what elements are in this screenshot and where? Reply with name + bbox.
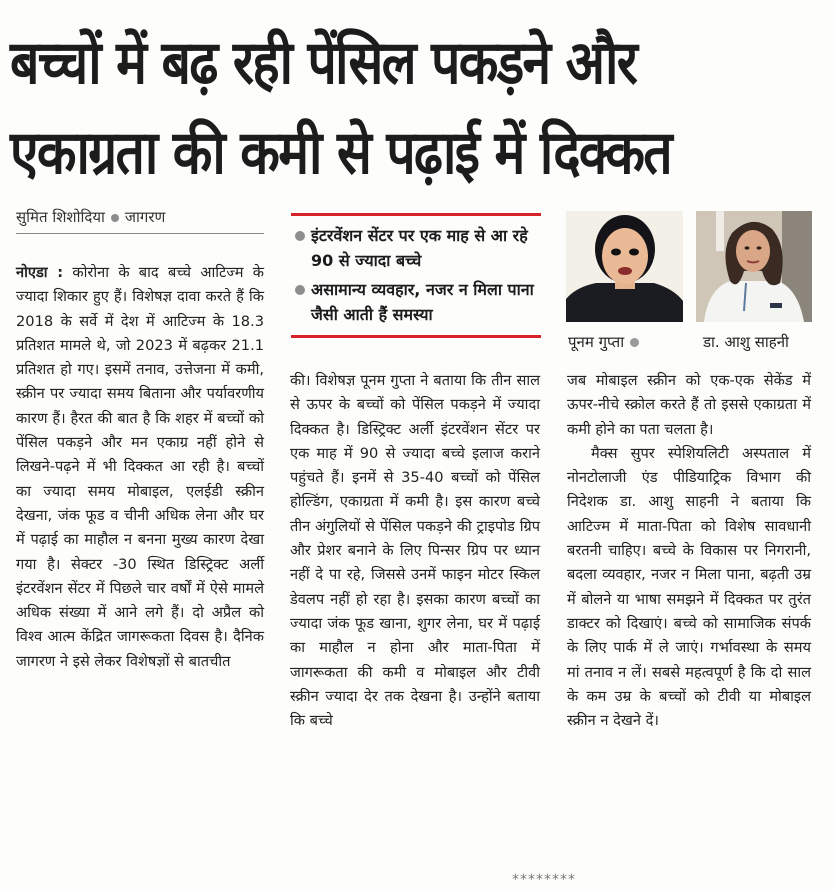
headline-line-2: एकाग्रता की कमी से पढ़ाई में दिक्कत — [10, 118, 671, 188]
author-name: सुमित शिशोदिया — [16, 208, 105, 226]
highlight-item — [291, 223, 541, 273]
body-text: जब मोबाइल स्क्रीन को एक-एक सेकेंड में ऊपर-नीचे स्क्रोल करते हैं तो इससे एकाग्रता में कमी होने का पता चलता है। — [567, 372, 811, 438]
caption-text: डा. आशु साहनी — [703, 333, 789, 351]
highlight-item — [291, 277, 541, 327]
headline-line-1: बच्चों में बढ़ रही पेंसिल पकड़ने और — [10, 28, 637, 98]
photo-caption-2 — [703, 332, 789, 352]
highlight-text: असामान्य व्यवहार, नजर न मिला पाना जैसी आती हैं समस्या — [311, 280, 534, 324]
body-text: की। विशेषज्ञ पूनम गुप्ता ने बताया कि तीन साल से ऊपर के बच्चों को पेंसिल पकड़ने में ज्यादा दिक्कत है। डिस्ट्रिक्ट अर्ली इंटरवेंशन सेंटर पर एक माह में 90 से ज्यादा बच्चे इलाज कराने पहुंचते हैं। इनमें से 35-40 बच्चों को पेंसिल होल्डिंग, एकाग्रता में कमी है। इस कारण बच्चे तीन अंगुलियों से पेंसिल पकड़ने की ट्राइपोड ग्रिप और प्रेशर बनाने के लिए पिन्सर ग्रिप पर ध्यान नहीं दे पा रहे, जिससे उनमें फाइन मोटर स्किल डेवलप नहीं हो रहा है। इसका कारण बच्चों का ज्यादा जंक फूड खाना, शुगर लेना, घर में पढ़ाई का माहौल न होना और माता-पिता में जागरूकता की कमी व मोबाइल और टीवी स्क्रीन ज्यादा देर तक देखना है। उन्होंने बताया कि बच्चे — [290, 372, 540, 730]
portrait-image — [696, 211, 812, 322]
portrait-image — [566, 211, 683, 322]
bullet-icon — [630, 338, 639, 347]
article-column-2 — [290, 369, 540, 733]
photo-caption-1 — [568, 332, 639, 352]
end-marker: ******** — [512, 872, 576, 888]
highlights-box — [291, 213, 541, 338]
body-text: कोरोना के बाद बच्चे आटिज्म के ज्यादा शिकार हुए हैं। विशेषज्ञ दावा करते हैं कि 2018 के सर्वे में देश में आटिज्म के 18.3 प्रतिशत मामले थे, जो 2023 में बढ़कर 21.1 प्रतिशत हो गए। इसमें तनाव, उत्तेजना में कमी, स्क्रीन पर ज्यादा समय बिताना और पर्यावरणीय कारण हैं। हैरत की बात है कि शहर में बच्चों को पेंसिल पकड़ने और मन एकाग्र नहीं होने से लिखने-पढ़ने में भी दिक्कत आ रही है। बच्चों का ज्यादा समय मोबाइल, एलईडी स्क्रीन देखना, जंक फूड व चीनी अधिक लेना और घर में पढ़ाई का माहौल न बनना मुख्य कारण देखा गया है। सेक्टर -30 स्थित डिस्ट्रिक्ट अर्ली इंटरवेंशन सेंटर में पिछले चार वर्षों में ऐसे मामले अधिक संख्या में आने लगे हैं। दो अप्रैल को विश्व आत्म केंद्रित जागरूकता दिवस है। दैनिक जागरण ने इसे लेकर विशेषज्ञों से बातचीत — [16, 264, 264, 670]
paragraph — [16, 261, 264, 674]
byline — [16, 207, 264, 234]
dateline: नोएडा : — [16, 264, 64, 281]
article-column-1 — [16, 261, 264, 674]
highlight-text: इंटरवेंशन सेंटर पर एक माह से आ रहे 90 से ज्यादा बच्चे — [311, 226, 528, 270]
source-name: जागरण — [124, 208, 166, 226]
portrait-photo-poonam-gupta — [566, 211, 683, 322]
bullet-icon — [295, 231, 305, 241]
bullet-icon — [295, 285, 305, 295]
portrait-photo-ashu-sahni — [696, 211, 812, 322]
article-column-3 — [567, 369, 811, 733]
body-text: मैक्स सुपर स्पेशियलिटी अस्पताल में नोनटोलाजी एंड पीडियाट्रिक विभाग की निदेशक डा. आशु साहनी ने बताया कि आटिज्म में माता-पिता को विशेष सावधानी बरतनी चाहिए। बच्चे के विकास पर निगरानी, बदला व्यवहार, नजर न मिला पाना, बढ़ती उम्र में बोलने या भाषा समझने में दिक्कत पर तुरंत डाक्टर को दिखाएं। बच्चे को सामाजिक संपर्क के लिए पार्क में ले जाएं। गर्भावस्था के समय मां तनाव न लें। सबसे महत्वपूर्ण है कि दो साल के कम उम्र के बच्चों को टीवी या मोबाइल स्क्रीन न देखने दें। — [567, 444, 811, 730]
headline — [10, 18, 711, 198]
bullet-icon — [111, 214, 119, 222]
caption-text: पूनम गुप्ता — [568, 333, 625, 351]
